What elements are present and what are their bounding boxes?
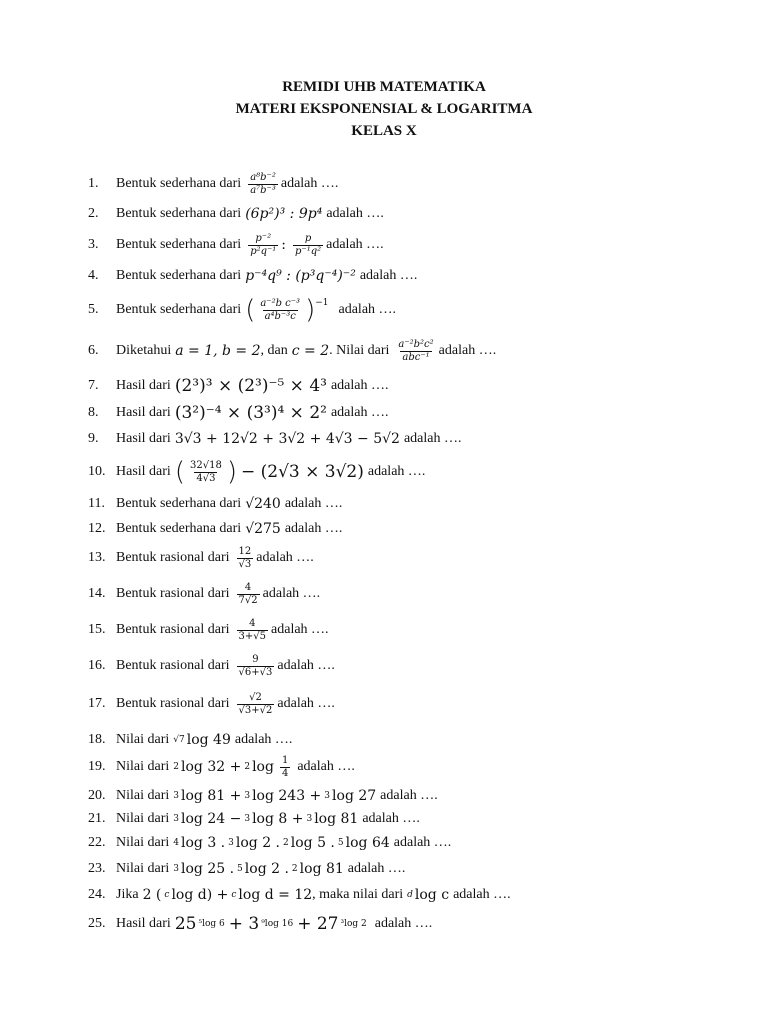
adalah-text: adalah …. [453,887,511,902]
numerator: 4 [244,581,252,593]
question-text: Diketahui [116,343,172,358]
question-number: 17. [88,696,106,711]
question-23 [88,858,728,880]
question-9 [88,429,728,449]
question-text: Bentuk sederhana dari [116,237,242,252]
expression: (6p²)³ : 9p⁴ [245,206,323,222]
doc-class: KELAS X [351,123,417,139]
expression [173,788,376,804]
log-term: log 5 . [290,835,335,851]
question-number: 11. [88,496,105,511]
numerator: 12 [238,545,252,557]
question-text: Nilai dari [116,759,170,774]
expression-rest: − (2√3 × 3√2) [240,462,364,482]
adalah-text: adalah …. [330,405,389,420]
adalah-text: adalah …. [359,268,418,283]
log-term: log 81 + [181,788,242,804]
expression [407,887,449,903]
question-text: Nilai dari [116,835,170,850]
question-text: Nilai dari [116,732,170,747]
maka-text: , maka nilai dari [312,887,404,902]
exponent: ³log 2 [340,919,367,929]
adalah-text: adalah …. [338,302,397,317]
question-number: 14. [88,586,106,601]
question-3 [88,229,728,261]
log-base: √7 [173,735,185,745]
fraction [280,755,290,780]
adalah-text: adalah …. [403,431,462,446]
right-paren: ) [305,295,316,325]
expression-part: + 3 [228,914,260,934]
exponent: ⁵log 6 [198,919,225,929]
denominator: √3 [238,558,252,570]
question-16 [88,650,728,682]
log-term: log 2 . [235,835,281,851]
question-text: Bentuk sederhana dari [116,176,242,191]
adalah-text: adalah …. [374,916,433,931]
question-number: 3. [88,237,99,252]
fraction [237,582,260,607]
doc-subtitle: MATERI EKSPONENSIAL & LOGARITMA [235,101,533,117]
question-text: Bentuk rasional dari [116,550,230,565]
expression: a = 1, b = 2 [175,343,261,359]
fraction [396,339,435,364]
question-13 [88,542,728,574]
log-term: log 3 . [181,835,226,851]
expression [173,835,390,851]
log-term: log d) + [171,887,229,903]
fraction [237,618,268,643]
question-number: 18. [88,732,106,747]
denominator: √3+√2 [238,704,273,716]
question-number: 10. [88,464,106,479]
question-6 [88,334,728,368]
adalah-text: adalah …. [284,521,343,536]
denominator: p⁻¹q² [295,245,322,257]
question-text: Bentuk sederhana dari [116,521,242,536]
expression: √275 [245,521,281,537]
log-term: log [252,759,274,775]
left-paren: ( [245,295,256,325]
colon-operator: : [281,237,287,253]
denominator: a⁴b⁻³c [264,310,296,322]
question-number: 8. [88,405,99,420]
log-base: c [231,890,237,900]
fraction [248,233,278,258]
expression: (3²)⁻⁴ × (3³)⁴ × 2² [174,403,327,423]
log-term: log 64 [345,835,390,851]
fraction [258,298,302,323]
adalah-text: adalah …. [256,550,314,565]
log-base: d [407,890,413,900]
question-text: Bentuk sederhana dari [116,206,242,221]
adalah-text: adalah …. [438,343,497,358]
log-base: 3 [306,814,313,824]
log-base: 2 [283,838,289,848]
expression [245,295,329,325]
fraction [237,654,275,679]
question-number: 16. [88,658,106,673]
log-term: log 81 [314,811,359,827]
question-text: Hasil dari [116,405,171,420]
log-term: log 49 [186,732,231,748]
adalah-text: adalah …. [234,732,293,747]
question-24 [88,883,728,907]
numerator: 1 [281,754,289,766]
question-number: 13. [88,550,106,565]
question-text: Nilai dari [116,788,170,803]
log-term: log 81 [299,861,344,877]
expression [174,457,364,487]
fraction [188,460,224,485]
question-text: Hasil dari [116,916,171,931]
denominator: a⁷b⁻³ [250,184,276,196]
fraction [293,233,323,258]
question-19 [88,754,728,780]
question-text: Nilai dari [116,811,170,826]
adalah-text: adalah …. [280,176,339,191]
log-term: log 25 . [181,861,235,877]
log-term: log 27 [332,788,377,804]
adalah-text: adalah …. [326,206,384,221]
question-7 [88,374,728,398]
question-number: 25. [88,916,106,931]
log-base: 2 [173,762,179,772]
adalah-text: adalah …. [367,464,426,479]
question-number: 7. [88,378,99,393]
expression-part: 25 [174,914,197,934]
question-text: Bentuk sederhana dari [116,302,242,317]
numerator: p [304,232,312,244]
question-1 [88,168,728,200]
question-number: 1. [88,176,99,191]
log-base: 3 [228,838,234,848]
log-term: log 24 − [181,811,242,827]
numerator: a⁻²b²c² [398,338,434,350]
adalah-text: adalah …. [262,586,321,601]
question-number: 21. [88,811,106,826]
question-20 [88,785,728,807]
question-number: 9. [88,431,99,446]
question-14 [88,578,728,610]
right-paren: ) [226,457,237,487]
log-base: 4 [173,838,179,848]
question-18 [88,729,728,751]
question-number: 4. [88,268,99,283]
question-4 [88,266,728,286]
adalah-text: adalah …. [297,759,355,774]
denominator: √6+√3 [238,666,273,678]
question-number: 19. [88,759,106,774]
adalah-text: adalah …. [393,835,452,850]
question-text: Bentuk sederhana dari [116,268,242,283]
question-text: Bentuk sederhana dari [116,496,242,511]
log-base: 2 [244,762,251,772]
denominator: 3+√5 [238,630,267,642]
question-number: 12. [88,521,106,536]
exponent: ⁹log 16 [261,919,294,929]
dan-text: , dan [260,343,288,358]
denominator: 4 [281,767,289,779]
question-text: Bentuk rasional dari [116,622,230,637]
adalah-text: adalah …. [277,658,335,673]
adalah-text: adalah …. [284,496,343,511]
question-21 [88,808,728,830]
question-number: 15. [88,622,106,637]
adalah-text: adalah …. [277,696,335,711]
question-text: Jika [116,887,139,902]
log-base: 3 [173,814,179,824]
numerator: 9 [252,653,259,665]
question-number: 22. [88,835,106,850]
denominator: 7√2 [238,594,258,606]
log-term: log 8 + [252,811,304,827]
expression: (2³)³ × (2³)⁻⁵ × 4³ [174,376,327,396]
expression [173,732,231,748]
question-text: Nilai dari [116,861,170,876]
adalah-text: adalah …. [271,622,329,637]
question-number: 5. [88,302,99,317]
expression [143,887,313,903]
left-paren: ( [174,457,185,487]
log-base: 5 [337,838,344,848]
question-22 [88,832,728,854]
numerator: 4 [249,617,256,629]
log-base: 3 [173,864,179,874]
question-15 [88,614,728,646]
adalah-text: adalah …. [362,811,420,826]
denominator: p²q⁻¹ [250,245,277,257]
expression [173,811,358,827]
question-5 [88,292,728,328]
log-base: 5 [237,864,243,874]
adalah-text: adalah …. [380,788,438,803]
expression-part: + 27 [297,914,339,934]
log-base: 2 [291,864,298,874]
fraction [237,692,275,717]
log-base: 3 [244,791,251,801]
doc-title: REMIDI UHB MATEMATIKA [282,79,486,95]
expression: c = 2 [291,343,330,359]
expression [175,914,371,934]
denominator: abc⁻¹ [402,351,430,363]
denominator: 4√3 [196,472,216,484]
adalah-text: adalah …. [326,237,384,252]
numerator: a⁻²b c⁻³ [260,297,301,309]
expression: √240 [245,496,281,512]
question-25 [88,911,728,937]
expression [173,861,344,877]
fraction [248,172,278,197]
log-base: c [164,890,170,900]
numerator: p⁻² [255,232,272,244]
question-number: 23. [88,861,106,876]
question-text: Hasil dari [116,464,171,479]
expression: p⁻⁴q⁹ : (p³q⁻⁴)⁻² [245,268,356,284]
question-text: Bentuk rasional dari [116,658,230,673]
log-term: log d = 12 [238,887,313,903]
numerator: a⁸b⁻² [250,171,276,183]
numerator: √2 [249,691,262,703]
question-text: Hasil dari [116,431,171,446]
log-term: log c [414,887,450,903]
question-number: 24. [88,887,106,902]
log-term: log 2 . [244,861,289,877]
numerator: 32√18 [189,459,222,471]
question-text: Bentuk rasional dari [116,696,230,711]
question-12 [88,519,728,539]
log-base: 3 [244,814,251,824]
fraction [237,546,254,571]
log-term: log 243 + [252,788,322,804]
question-number: 6. [88,343,99,358]
question-number: 20. [88,788,106,803]
question-text: Hasil dari [116,378,171,393]
nilai-dari-text: . Nilai dari [329,343,390,358]
log-base: 3 [173,791,179,801]
expression [173,755,293,780]
question-2 [88,204,728,224]
expression: 3√3 + 12√2 + 3√2 + 4√3 − 5√2 [174,431,400,447]
question-text: Bentuk rasional dari [116,586,230,601]
adalah-text: adalah …. [330,378,389,393]
adalah-text: adalah …. [347,861,406,876]
expression-part: 2 ( [142,887,162,903]
exponent: −1 [315,297,329,308]
question-11 [88,494,728,514]
question-17 [88,688,728,720]
question-8 [88,401,728,425]
log-base: 3 [324,791,331,801]
log-term: log 32 + [181,759,242,775]
question-number: 2. [88,206,99,221]
question-10 [88,454,728,490]
